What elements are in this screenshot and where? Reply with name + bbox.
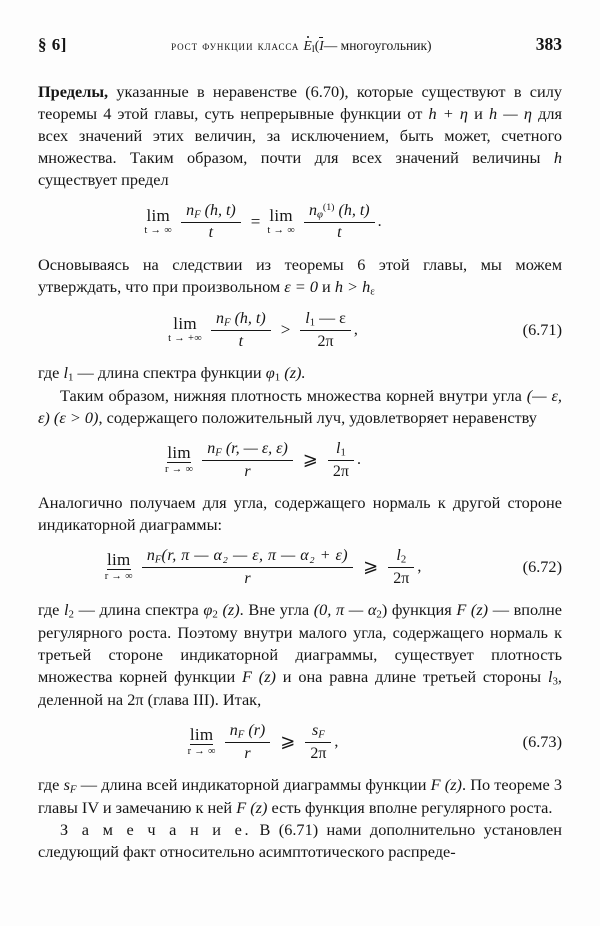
e-subscript: I: [311, 43, 315, 54]
n-symbol: n: [207, 439, 216, 457]
n-arguments: (h, t): [334, 201, 370, 219]
paragraph-7-prefix: где: [38, 774, 64, 794]
formula-2: [38, 310, 488, 350]
fraction-denominator: [202, 460, 293, 480]
formula-3-expression: [165, 440, 361, 480]
l-subscript: 1: [340, 446, 346, 459]
remark-label: З а м е ч а н и е.: [60, 819, 252, 839]
fraction-left: [202, 440, 293, 480]
function-F-2: F (z): [242, 666, 276, 686]
formula-comma: ,: [334, 732, 339, 750]
n-symbol: n: [216, 309, 225, 327]
n-symbol: n: [146, 546, 155, 564]
fraction-denominator: [225, 742, 270, 762]
paragraph-7: [38, 774, 562, 819]
running-head-title: [67, 37, 536, 54]
formula-1-expression: [144, 202, 381, 242]
l-symbol: l: [396, 546, 401, 564]
fraction-right: [305, 722, 331, 762]
paragraph-1-text2: для всех значений этих величин, за исключением, быть может, счетного множества. Таким образом, почти для всех значений величины: [38, 103, 562, 167]
formula-1: [38, 202, 488, 242]
n-arguments: (r, — ε, ε): [221, 439, 288, 457]
phi-subscript: 1: [274, 371, 281, 384]
function-F-2: F (z): [236, 798, 268, 818]
expr-h: h: [553, 147, 562, 167]
l-subscript: 1: [309, 316, 316, 329]
lim-subscript: r → ∞: [165, 464, 194, 476]
sF-subscript: F: [69, 783, 77, 796]
fraction-numerator: [331, 440, 351, 460]
paragraph-8: [38, 819, 562, 863]
n-subscript: F: [194, 207, 201, 220]
fraction-numerator: [142, 547, 353, 567]
expr-h-plus-eta: h + η: [428, 103, 468, 123]
l1-symbol: l: [63, 362, 68, 382]
paragraph-6-text-c: функция: [387, 599, 457, 619]
paragraph-7-text-c: есть функция вполне регулярного роста.: [267, 798, 553, 818]
fraction-denominator: [181, 222, 241, 242]
paragraph-2: [38, 254, 562, 299]
paragraph-2-text: Основываясь на следствии из теоремы 6 этой главы, мы можем утверждать, что при произвольном: [38, 254, 562, 296]
limit-operator-1: [144, 207, 172, 237]
running-head-math: [304, 38, 432, 53]
paragraph-1-text3: существует предел: [38, 169, 169, 189]
epsilon-condition: (ε > 0): [53, 407, 99, 427]
paragraph-2-mid: и: [317, 276, 335, 296]
n-subscript: F: [224, 316, 231, 329]
fraction-numerator: [304, 202, 375, 222]
angle-interval: (— ε, ε): [38, 385, 562, 427]
lim-word: lim: [269, 205, 293, 225]
fraction-numerator: [307, 722, 330, 742]
denominator-r: r: [244, 462, 251, 480]
n-arguments: (r): [244, 721, 266, 739]
n-superscript: (1): [322, 201, 335, 213]
paragraph-6-text-f: , деленной на 2π (глава III). Итак,: [38, 666, 562, 709]
fraction-denominator: 2π: [388, 567, 414, 587]
denominator-t: t: [337, 224, 342, 242]
relation-geq: ⩾: [363, 556, 379, 577]
l2-symbol: l: [64, 599, 69, 619]
formula-4-row: [38, 547, 562, 587]
paragraph-1-lead: Пределы,: [38, 82, 109, 101]
denominator-r: r: [244, 569, 251, 587]
limit-operator: [168, 315, 202, 345]
lim-subscript: r → ∞: [187, 746, 216, 758]
fraction-numerator: [211, 310, 271, 330]
formula-period: .: [356, 450, 361, 468]
l3-subscript: 3: [552, 675, 558, 688]
paragraph-5: [38, 492, 562, 536]
relation-geq: ⩾: [280, 731, 296, 752]
paragraph-1: [38, 81, 562, 191]
relation-greater: >: [280, 319, 291, 339]
formula-3-row: [38, 440, 562, 480]
section-mark: § 6]: [38, 35, 67, 54]
s-symbol: s: [311, 721, 319, 739]
fraction-numerator: [300, 310, 351, 330]
paragraph-7-text-b: . По теореме 3 главы IV и замечанию к ней: [38, 774, 562, 818]
fraction-right: [304, 202, 375, 242]
lim-word-underlined: lim: [167, 442, 191, 462]
expr-h-minus-eta: h — η: [488, 103, 532, 123]
paragraph-1-mid: и: [467, 103, 489, 123]
page-content: [38, 34, 562, 863]
liminf-operator: [105, 551, 133, 583]
paragraph-6-text-e: и она равна длине третьей стороны: [275, 666, 548, 686]
n-symbol: n: [229, 721, 238, 739]
fraction-denominator: [142, 567, 353, 587]
fraction-denominator: [211, 330, 271, 350]
equation-number-673: (6.73): [522, 731, 562, 751]
l-subscript: 2: [400, 553, 407, 566]
liminf-operator: [165, 444, 193, 476]
fraction-numerator: [225, 722, 270, 742]
phi-symbol: φ: [265, 362, 275, 382]
formula-period: .: [377, 212, 382, 230]
fraction-denominator: 2π: [300, 330, 351, 350]
formula-5-row: [38, 722, 562, 762]
lim-subscript: t → ∞: [144, 225, 173, 237]
s-subscript: F: [318, 728, 325, 741]
n-subscript: F: [215, 446, 222, 459]
phi2-symbol: φ: [203, 599, 213, 619]
paragraph-4-text-b: , содержащего положительный луч, удовлетворяет неравенству: [98, 407, 537, 427]
formula-comma: ,: [417, 557, 422, 575]
denominator-r: r: [244, 744, 251, 762]
relation-equals: =: [250, 211, 261, 231]
n-subscript: F: [237, 728, 245, 741]
e-dot-symbol: E: [303, 38, 312, 53]
equation-number-672: (6.72): [522, 556, 562, 576]
paren-open: (: [314, 38, 320, 53]
phi2-subscript: 2: [212, 608, 218, 621]
fraction-numerator: [391, 547, 411, 567]
paragraph-4-text-a: Таким образом, нижняя плотность множества корней внутри угла: [60, 385, 527, 405]
l-symbol: l: [305, 309, 310, 327]
phi2-argument: (z): [217, 599, 240, 619]
formula-2-expression: [168, 310, 358, 350]
n-arguments: (r, π — α₂ — ε, π — α₂ + ε): [161, 546, 349, 564]
running-head: [38, 34, 562, 55]
paragraph-6-text-d: — вполне регулярного роста. Поэтому внутри малого угла, содержащего нормаль к третьей стороне индикаторной диаграммы, существует плотность множества корней функции: [38, 599, 562, 686]
fraction-left: [211, 310, 271, 350]
paragraph-3-text: — длина спектра функции: [73, 362, 266, 382]
paragraph-6-prefix: где: [38, 599, 64, 619]
running-head-prefix: рост функции класса: [171, 38, 300, 53]
paragraph-3-prefix: где: [38, 362, 64, 382]
n-arguments: (h, t): [200, 201, 236, 219]
formula-1-row: [38, 202, 562, 242]
fraction-right: [300, 310, 351, 350]
expr-epsilon-zero: ε = 0: [284, 276, 318, 296]
formula-5: [38, 722, 488, 762]
lim-word-underlined: lim: [189, 724, 214, 744]
angle-close-paren: ): [381, 599, 388, 619]
relation-geq: ⩾: [302, 449, 318, 470]
denominator-t: t: [238, 332, 244, 350]
lim-subscript: r → ∞: [104, 571, 133, 583]
fraction-right: [328, 440, 354, 480]
formula-4: [38, 547, 488, 587]
alpha2-subscript: 2: [376, 608, 382, 621]
function-F-1: F (z): [456, 599, 489, 619]
equation-number-671: (6.71): [522, 319, 562, 339]
angle-expr: (0, π — α: [313, 599, 377, 619]
l3-symbol: l: [547, 666, 553, 686]
paragraph-3: [38, 362, 562, 385]
l2-subscript: 2: [68, 608, 74, 621]
paragraph-1-text: указанные в неравенстве (6.70), которые существуют в силу теоремы 4 этой главы, суть непрерывные функции от: [38, 82, 562, 123]
n-subscript: F: [154, 553, 162, 566]
paragraph-6-text-b: . Вне угла: [239, 599, 314, 619]
formula-4-expression: [105, 547, 422, 587]
fraction-numerator: [202, 440, 293, 460]
liminf-operator: [188, 726, 216, 758]
paragraph-6: [38, 599, 562, 711]
formula-5-expression: [188, 722, 339, 762]
paragraph-5-text: Аналогично получаем для угла, содержащего нормаль к другой стороне индикаторной диаграммы:: [38, 492, 562, 534]
limit-operator-2: [267, 207, 295, 237]
lim-subscript: t → ∞: [267, 225, 295, 237]
paragraph-8-text: В (6.71) нами дополнительно установлен следующий факт относительно асимптотического распреде-: [38, 819, 562, 861]
fraction-denominator: 2π: [305, 742, 331, 762]
l-symbol: l: [336, 439, 341, 457]
lim-word-underlined: lim: [107, 549, 131, 569]
fraction-denominator: [304, 222, 375, 242]
formula-3: [38, 440, 488, 480]
lim-subscript: t → +∞: [168, 333, 203, 345]
formula-comma: ,: [353, 320, 358, 338]
polygon-word: — многоугольник): [323, 38, 432, 53]
l1-subscript: 1: [67, 371, 74, 384]
paragraph-7-text-a: — длина всей индикаторной диаграммы функции: [76, 774, 431, 794]
fraction-denominator: 2π: [328, 460, 354, 480]
n-arguments: (h, t): [230, 309, 266, 327]
n-symbol: n: [308, 201, 317, 219]
denominator-t: t: [208, 224, 214, 242]
sF-symbol: s: [63, 774, 70, 794]
fraction-numerator: [181, 202, 241, 222]
n-subscript-phi: φ: [316, 207, 323, 220]
i-bar-symbol: I: [319, 38, 324, 53]
minus-epsilon: — ε: [315, 309, 346, 327]
fraction-right: [388, 547, 414, 587]
formula-2-row: [38, 310, 562, 350]
function-F-1: F (z): [430, 774, 462, 794]
lim-word: lim: [146, 205, 171, 225]
page-number: 383: [535, 34, 562, 54]
fraction-left: [225, 722, 270, 762]
n-symbol: n: [186, 201, 195, 219]
lim-word: lim: [173, 313, 197, 333]
expr-h-subscript: ε: [370, 285, 375, 297]
paragraph-4: [38, 385, 562, 429]
fraction-left: [181, 202, 241, 242]
paragraph-6-text-a: — длина спектра: [73, 599, 204, 619]
expr-h-greater: h > h: [334, 276, 371, 296]
phi-argument: (z).: [280, 362, 306, 382]
fraction-left: [142, 547, 353, 587]
